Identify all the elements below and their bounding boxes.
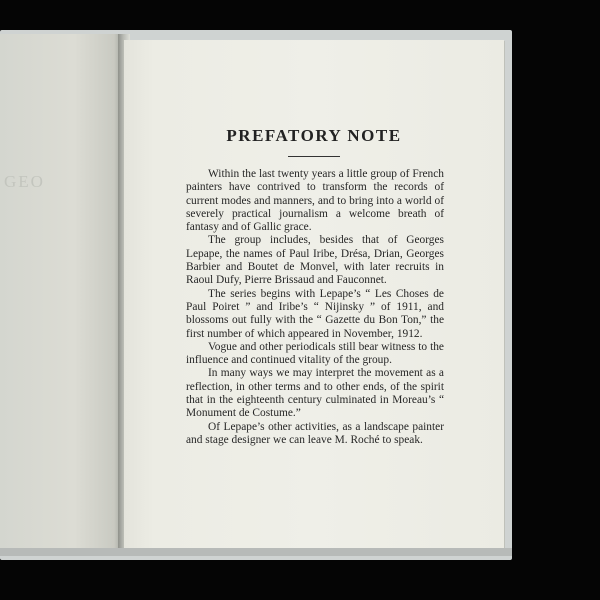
paragraph: Within the last twenty years a little group of French painters have contrived to transform the records of current modes and manners, and to bring into a world of severely practical journalism a welcome breath of fantasy and of Gallic grace. <box>186 168 444 234</box>
right-page <box>124 40 504 548</box>
show-through-text: GEO <box>4 172 45 191</box>
paragraph: The group includes, besides that of Georges Lepape, the names of Paul Iribe, Drésa, Drian, Georges Barbier and Boutet de Monvel, with later recruits in Raoul Dufy, Pierre Brissaud and Fauconnet. <box>186 234 444 287</box>
paragraph: In many ways we may interpret the movement as a reflection, in other terms and to other ends, of the spirit that in the eighteenth century culminated in Moreau’s “ Monument de Costume.” <box>186 367 444 420</box>
left-page <box>0 34 124 550</box>
booklet-bottom-edge <box>0 548 512 556</box>
page-title: PREFATORY NOTE <box>226 126 402 145</box>
title-rule <box>288 156 340 157</box>
paragraph: The series begins with Lepape’s “ Les Choses de Paul Poiret ” and Iribe’s “ Nijinsky ” of 1911, and blossoms out fully with the “ Gazette du Bon Ton,” the first number of which appeared in November, 1912. <box>186 287 444 340</box>
body-text <box>186 168 444 447</box>
paragraph: Of Lepape’s other activities, as a landscape painter and stage designer we can leave M. Roché to speak. <box>186 420 444 446</box>
paragraph: Vogue and other periodicals still bear witness to the influence and continued vitality of the group. <box>186 340 444 367</box>
